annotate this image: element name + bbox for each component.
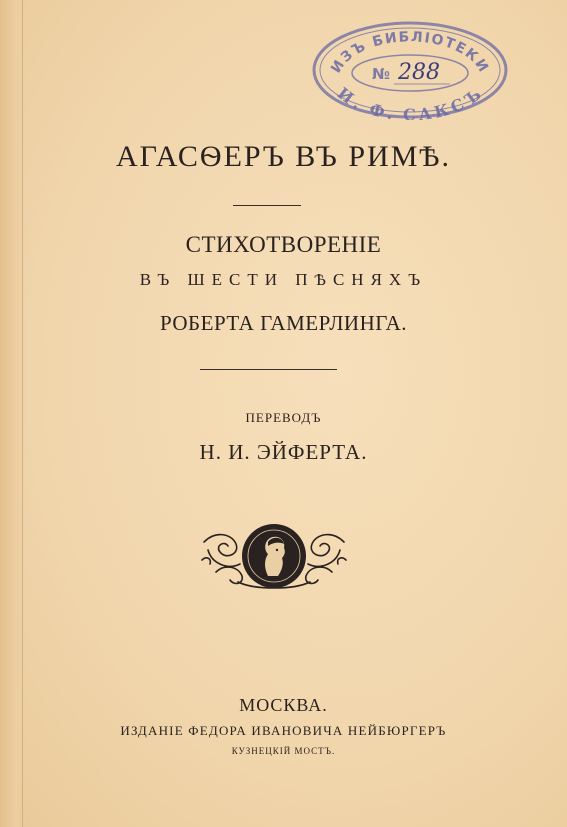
author-divider — [200, 369, 337, 370]
stamp-number: 288 — [398, 60, 440, 85]
subtitle-line-2: ВЪ ШЕСТИ ПѢСНЯХЪ — [139, 270, 428, 289]
book-title: АГАСѲЕРЪ ВЪ РИМѢ. — [115, 140, 452, 173]
stamp-top-text: ИЗЪ БИБЛІОТЕКИ — [328, 29, 492, 77]
stamp-bottom-text: И. Ф. САКСЪ — [333, 83, 487, 120]
portrait-medallion-ornament-icon — [198, 520, 350, 594]
title-divider — [233, 205, 301, 206]
subtitle: СТИХОТВОРЕНІЕ — [185, 232, 382, 257]
imprint-city: МОСКВА. — [239, 695, 328, 715]
library-stamp — [310, 18, 510, 120]
imprint-address: КУЗНЕЦКІЙ МОСТЪ. — [231, 746, 336, 756]
translation-label: ПЕРЕВОДЪ — [245, 410, 322, 425]
translator-name: Н. И. ЭЙФЕРТА. — [199, 440, 368, 464]
imprint-publisher: ИЗДАНІЕ ФЕДОРА ИВАНОВИЧА НЕЙБЮРГЕРЪ — [120, 723, 447, 738]
stamp-number-prefix: № — [372, 65, 391, 83]
subtitle-line-3: РОБЕРТА ГАМЕРЛИНГА. — [159, 311, 408, 335]
